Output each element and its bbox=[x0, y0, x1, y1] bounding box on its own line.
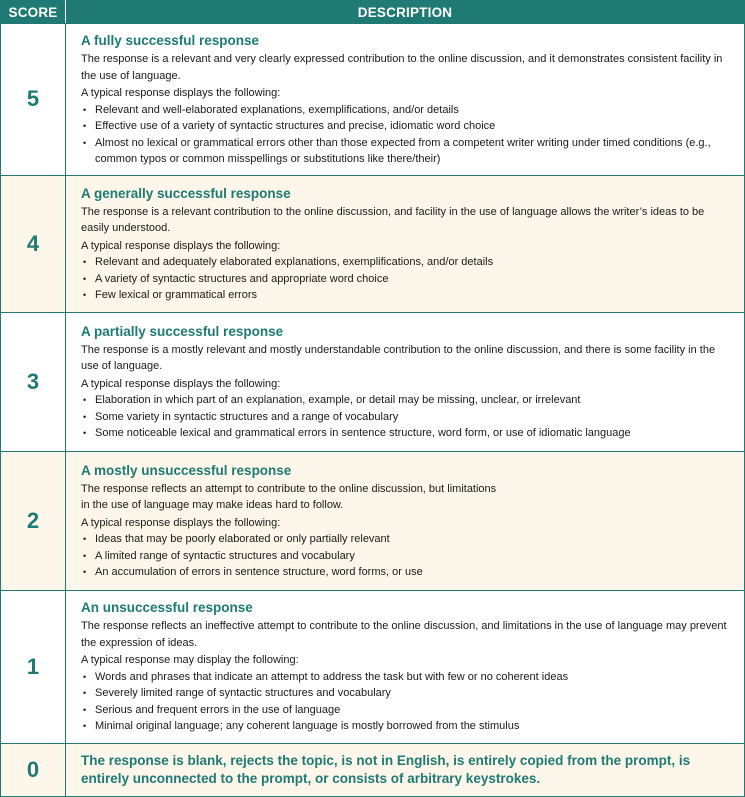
rubric-row-score-5 bbox=[1, 24, 745, 176]
bullet-item: • Almost no lexical or grammatical errors other than those expected from a competent writer writing under timed conditions (e.g., common typos or common misspellings or substitutions like there/their) bbox=[81, 135, 734, 168]
bullet-item: • Minimal original language; any coherent language is mostly borrowed from the stimulus bbox=[81, 718, 734, 735]
rubric-row-score-2 bbox=[1, 451, 745, 590]
row-intro: A typical response displays the following: bbox=[81, 516, 281, 529]
score-column-header: SCORE bbox=[1, 1, 66, 24]
row-intro: A typical response displays the following: bbox=[81, 239, 281, 252]
bullet-item: • A variety of syntactic structures and appropriate word choice bbox=[81, 271, 734, 288]
score-value: 1 bbox=[1, 590, 66, 743]
row-intro: A typical response displays the following: bbox=[81, 377, 281, 390]
score-value: 0 bbox=[1, 743, 66, 796]
row-heading: A generally successful response bbox=[81, 185, 291, 201]
bullet-list bbox=[81, 669, 734, 735]
bullet-item: • Effective use of a variety of syntactic structures and precise, idiomatic word choice bbox=[81, 118, 734, 135]
bullet-list bbox=[81, 254, 734, 304]
row-heading: An unsuccessful response bbox=[81, 600, 253, 616]
score-description bbox=[66, 24, 745, 176]
score-description bbox=[66, 590, 745, 743]
score-description bbox=[66, 312, 745, 451]
bullet-item: • An accumulation of errors in sentence structure, word forms, or use bbox=[81, 564, 734, 581]
table-header-row bbox=[1, 1, 745, 24]
bullet-item: • Relevant and well-elaborated explanations, exemplifications, and/or details bbox=[81, 102, 734, 119]
rubric-row-score-1 bbox=[1, 590, 745, 743]
row-heading: A mostly unsuccessful response bbox=[81, 462, 292, 478]
row-paragraph: The response reflects an ineffective attempt to contribute to the online discussion, and limitations in the use of language may prevent the expression of ideas. bbox=[81, 620, 727, 649]
bullet-list bbox=[81, 392, 734, 442]
row-intro: A typical response may display the following: bbox=[81, 654, 299, 667]
row-paragraph: The response is a mostly relevant and mostly understandable contribution to the online discussion, and there is some facility in the use of language. bbox=[81, 343, 716, 372]
rubric-row-score-3 bbox=[1, 312, 745, 451]
zero-score-description: The response is blank, rejects the topic, is not in English, is entirely copied from the prompt, is entirely unconnected to the prompt, or consists of arbitrary keystrokes. bbox=[81, 753, 691, 786]
score-value: 4 bbox=[1, 175, 66, 312]
bullet-item: • Some noticeable lexical and grammatical errors in sentence structure, word form, or use of idiomatic language bbox=[81, 425, 734, 442]
bullet-item: • Words and phrases that indicate an attempt to address the task but with few or no coherent ideas bbox=[81, 669, 734, 686]
bullet-list bbox=[81, 531, 734, 581]
bullet-item: • Elaboration in which part of an explanation, example, or detail may be missing, unclear, or irrelevant bbox=[81, 392, 734, 409]
score-description bbox=[66, 451, 745, 590]
rubric-row-score-0 bbox=[1, 743, 745, 796]
bullet-list bbox=[81, 102, 734, 168]
row-paragraph: The response reflects an attempt to contribute to the online discussion, but limitations in the use of language may make ideas hard to follow. bbox=[81, 482, 497, 511]
bullet-item: • Serious and frequent errors in the use of language bbox=[81, 702, 734, 719]
bullet-item: • Some variety in syntactic structures and a range of vocabulary bbox=[81, 409, 734, 426]
row-heading: A fully successful response bbox=[81, 33, 260, 48]
row-paragraph: The response is a relevant contribution to the online discussion, and facility in the use of language allows the writer’s ideas to be easily understood. bbox=[81, 205, 705, 234]
bullet-item: • Few lexical or grammatical errors bbox=[81, 287, 734, 304]
score-value: 2 bbox=[1, 451, 66, 590]
score-description bbox=[66, 743, 745, 796]
bullet-item: • Ideas that may be poorly elaborated or only partially relevant bbox=[81, 531, 734, 548]
description-column-header: DESCRIPTION bbox=[66, 1, 745, 24]
bullet-item: • A limited range of syntactic structures and vocabulary bbox=[81, 548, 734, 565]
bullet-item: • Relevant and adequately elaborated explanations, exemplifications, and/or details bbox=[81, 254, 734, 271]
row-intro: A typical response displays the following: bbox=[81, 87, 281, 99]
row-paragraph: The response is a relevant and very clearly expressed contribution to the online discussion, and it demonstrates consistent facility in the use of language. bbox=[81, 53, 723, 82]
row-heading: A partially successful response bbox=[81, 323, 284, 339]
score-value: 5 bbox=[1, 24, 66, 176]
score-value: 3 bbox=[1, 312, 66, 451]
score-description bbox=[66, 175, 745, 312]
bullet-item: • Severely limited range of syntactic structures and vocabulary bbox=[81, 685, 734, 702]
rubric-row-score-4 bbox=[1, 175, 745, 312]
